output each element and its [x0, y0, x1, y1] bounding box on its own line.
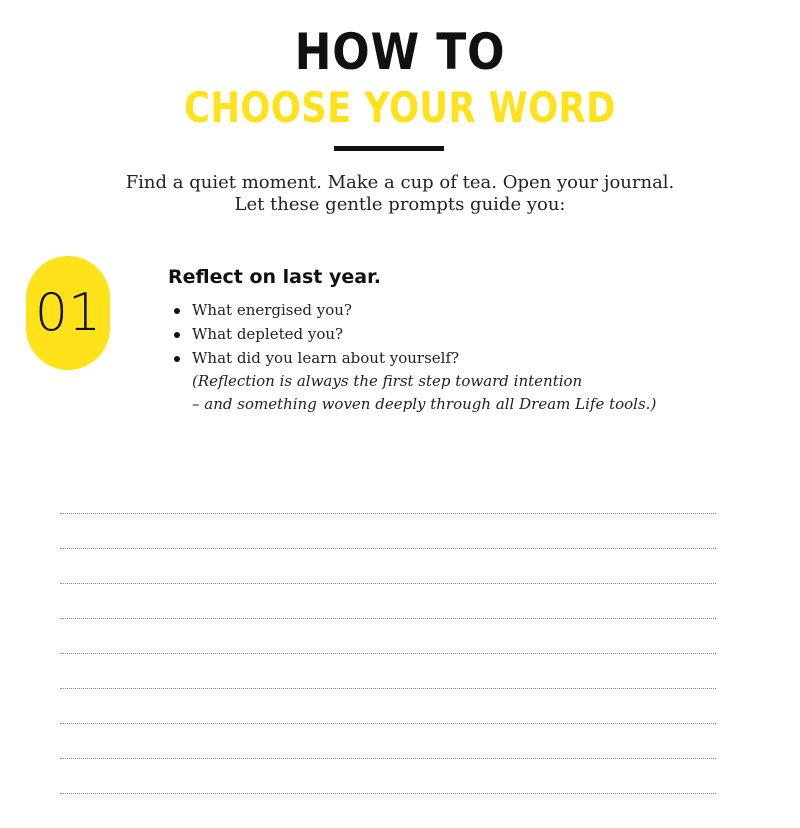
bullet-icon — [174, 356, 180, 362]
note-line-2: – and something woven deeply through all Dream Life tools.) — [192, 395, 657, 413]
writing-line — [60, 653, 716, 654]
intro-text — [0, 172, 800, 216]
prompt-text: What depleted you? — [192, 325, 344, 343]
title-line-1: HOW TO — [294, 23, 506, 81]
intro-line-2: Let these gentle prompts guide you: — [234, 194, 566, 215]
bullet-icon — [174, 332, 180, 338]
step-number: 01 — [34, 283, 102, 343]
prompt-item — [170, 299, 459, 323]
prompt-list — [170, 299, 459, 371]
writing-area[interactable] — [60, 513, 716, 828]
prompt-item — [170, 347, 459, 371]
note-line-1: (Reflection is always the first step toward intention — [192, 372, 583, 390]
writing-line — [60, 758, 716, 759]
writing-line — [60, 618, 716, 619]
writing-line — [60, 793, 716, 794]
prompt-text: What did you learn about yourself? — [192, 349, 460, 367]
prompt-text: What energised you? — [192, 301, 352, 319]
writing-line — [60, 548, 716, 549]
title-line-2: CHOOSE YOUR WORD — [184, 83, 616, 132]
step-heading: Reflect on last year. — [168, 266, 381, 288]
bullet-icon — [174, 308, 180, 314]
step-number-badge — [26, 256, 110, 370]
reflection-note — [192, 370, 656, 416]
writing-line — [60, 513, 716, 514]
writing-line — [60, 723, 716, 724]
writing-line — [60, 583, 716, 584]
prompt-item — [170, 323, 459, 347]
intro-line-1: Find a quiet moment. Make a cup of tea. Open your journal. — [125, 172, 675, 193]
title-underline-divider — [334, 146, 444, 151]
writing-line — [60, 688, 716, 689]
